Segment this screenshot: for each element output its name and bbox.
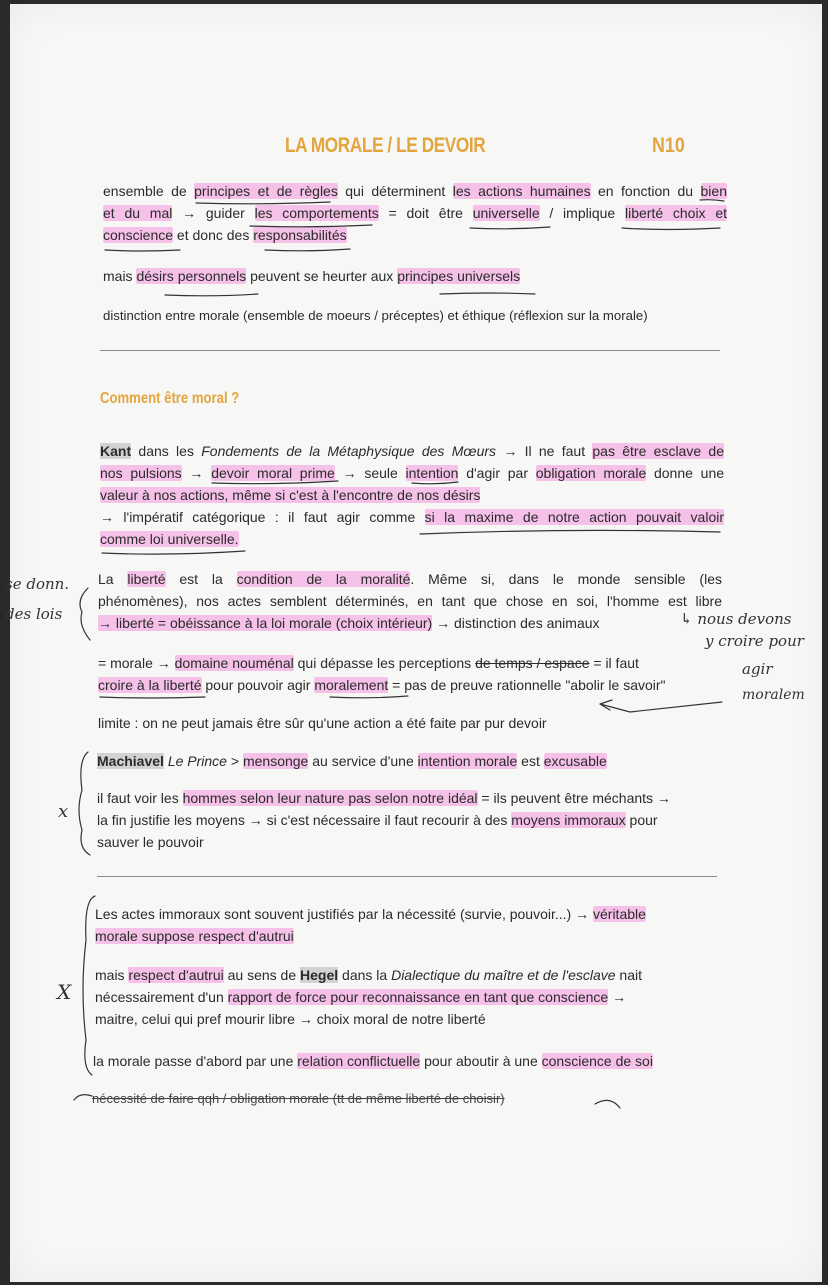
- kant-line-1: Kant dans les Fondements de la Métaphysique des Mœurs → Il ne faut pas être esclave de: [100, 443, 724, 459]
- underline-intention: [412, 482, 458, 484]
- liberte-line-3: → liberté = obéissance à la loi morale (choix intérieur) → distinction des animaux: [98, 615, 600, 631]
- bracket-liberte: [80, 588, 90, 640]
- page-code: N10: [652, 134, 685, 157]
- arrow-handwritten: [600, 700, 722, 712]
- underline-bien: [700, 200, 724, 201]
- machiavel-line-1: Machiavel Le Prince > mensonge au service d'une intention morale est excusable: [97, 753, 607, 769]
- handwritten-x-1: x: [58, 801, 69, 822]
- underline-croire: [100, 697, 205, 698]
- handwritten-right-4: moralem: [742, 687, 805, 703]
- underline-comportements: [250, 225, 372, 227]
- handwritten-left-1: se donn.: [5, 575, 70, 593]
- underline-loi: [102, 551, 245, 554]
- underline-desirs: [165, 294, 258, 296]
- kant-line-2: nos pulsions → devoir moral prime → seule intention d'agir par obligation morale donne une: [100, 465, 725, 481]
- hook-line: [74, 1095, 92, 1100]
- liberte-line-2: phénomènes), nos actes semblent déterminés, en tant que chose en soi, l'homme est libre: [98, 593, 722, 609]
- machiavel-line-3: la fin justifie les moyens → si c'est nécessaire il faut recourir à des moyens immoraux pour: [97, 812, 658, 828]
- underline-universelle: [470, 227, 550, 229]
- kant-line-4: → l'impératif catégorique : il faut agir comme si la maxime de notre action pouvait valoir: [100, 509, 724, 525]
- handwritten-x-2: X: [57, 980, 72, 1004]
- intro-line-1: ensemble de principes et de règles qui déterminent les actions humaines en fonction du bien: [103, 183, 727, 199]
- intro-line-5: distinction entre morale (ensemble de moeurs / préceptes) et éthique (réflexion sur la morale): [103, 308, 648, 323]
- kant-line-5: comme loi universelle.: [100, 531, 239, 547]
- bracket-hegel: [83, 896, 95, 1075]
- underline-maxime: [420, 530, 720, 534]
- section-title: Comment être moral ?: [100, 390, 240, 407]
- handwritten-left-2: des lois: [5, 605, 63, 623]
- underline-moralement: [330, 696, 408, 698]
- intro-line-2: et du mal → guider les comportements = doit être universelle / implique liberté choix et: [103, 205, 727, 221]
- liberte-line-5: croire à la liberté pour pouvoir agir moralement = pas de preuve rationnelle "abolir le savoir": [98, 677, 666, 693]
- machiavel-line-4: sauver le pouvoir: [97, 834, 204, 850]
- underline-devoir: [212, 481, 338, 484]
- hegel-line-3: mais respect d'autrui au sens de Hegel dans la Dialectique du maître et de l'esclave nait: [95, 967, 643, 983]
- swirl-mark: [595, 1100, 620, 1108]
- hegel-line-2: morale suppose respect d'autrui: [95, 928, 294, 944]
- hegel-line-1: Les actes immoraux sont souvent justifiés par la nécessité (survie, pouvoir...) → véritable: [95, 906, 646, 922]
- hegel-line-4: nécessairement d'un rapport de force pour reconnaissance en tant que conscience →: [95, 989, 627, 1005]
- bracket-machiavel: [79, 752, 90, 855]
- underline-liberte: [622, 228, 720, 230]
- handwritten-right-2: y croire pour: [705, 632, 804, 650]
- underline-principes-universels: [440, 293, 535, 294]
- underline-principes: [196, 202, 330, 204]
- underline-conscience: [105, 250, 180, 251]
- hegel-line-7: nécessité de faire qqh / obligation morale (tt de même liberté de choisir): [92, 1091, 505, 1106]
- machiavel-line-2: il faut voir les hommes selon leur nature pas selon notre idéal = ils peuvent être méchants →: [97, 790, 671, 806]
- page-title: LA MORALE / LE DEVOIR: [285, 134, 486, 157]
- handwritten-right-3: agir: [742, 660, 773, 678]
- liberte-limite: limite : on ne peut jamais être sûr qu'une action a été faite par pur devoir: [98, 715, 547, 731]
- underline-responsabilites: [265, 249, 350, 251]
- hegel-line-5: maitre, celui qui pref mourir libre → choix moral de notre liberté: [95, 1011, 486, 1027]
- kant-line-3: valeur à nos actions, même si c'est à l'encontre de nos désirs: [100, 487, 481, 503]
- liberte-line-4: = morale → domaine nouménal qui dépasse les perceptions de temps / espace = il faut: [98, 655, 639, 671]
- handwritten-right-1: ↳ nous devons: [680, 610, 792, 628]
- intro-line-3: conscience et donc des responsabilités: [103, 227, 347, 243]
- hegel-line-6: la morale passe d'abord par une relation conflictuelle pour aboutir à une conscience de soi: [93, 1053, 653, 1069]
- intro-line-4: mais désirs personnels peuvent se heurter aux principes universels: [103, 268, 521, 284]
- liberte-line-1: La liberté est la condition de la moralité. Même si, dans le monde sensible (les: [98, 571, 722, 587]
